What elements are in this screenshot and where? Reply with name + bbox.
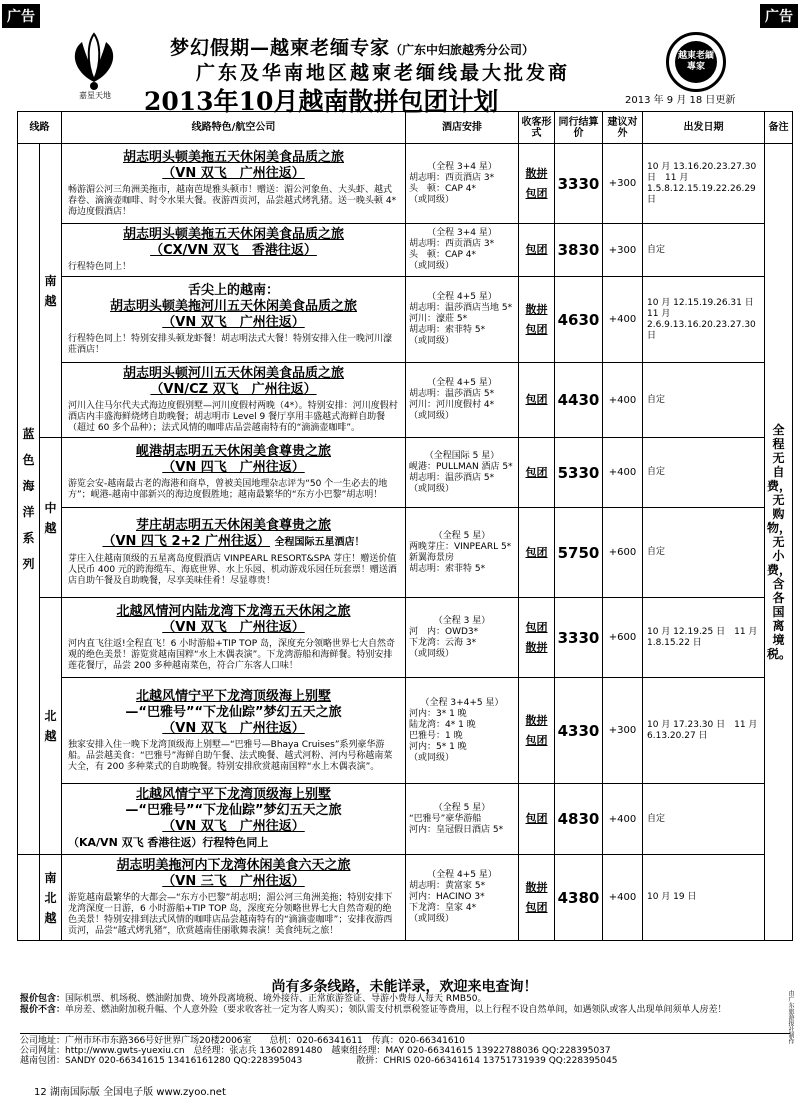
- type-cell: [519, 678, 555, 784]
- hotel-line: 胡志明：温莎酒店 5*: [409, 389, 495, 399]
- hotel-line: （或同级）: [409, 194, 455, 205]
- dates-cell: 自定: [643, 508, 765, 598]
- route-flight: [68, 315, 399, 331]
- route-title: [68, 444, 399, 460]
- hotel-line: （或同级）: [409, 336, 455, 346]
- excludes-label: 报价不含：: [20, 1005, 66, 1015]
- type-label: 包团: [525, 465, 548, 479]
- suggest-cell: +400: [603, 363, 643, 438]
- type-label: 散拼: [525, 640, 548, 654]
- hotel-line: “巴雅号”豪华游船: [409, 813, 482, 824]
- route-cell: [62, 855, 406, 941]
- type-cell: [519, 144, 555, 224]
- table-row: [18, 363, 793, 438]
- hotel-line: 下龙湾：皇家 4*: [409, 903, 477, 913]
- hotel-line: （或同级）: [409, 914, 455, 924]
- route-cell: [62, 224, 406, 277]
- dates-cell: 10 月 17.23.30 日 11 月 6.13.20.27 日: [643, 678, 765, 784]
- price-cell: 5750: [555, 508, 603, 598]
- route-flight: [68, 620, 399, 636]
- col-price: 同行结算价: [555, 112, 603, 144]
- hotel-cell: [406, 224, 519, 277]
- hotel-line: 河川：濠莊 5*: [409, 314, 468, 324]
- hotel-line: 河内：5* 1 晚: [409, 741, 467, 752]
- route-flight-note: 全程国际五星酒店！: [274, 537, 365, 548]
- route-cell: [62, 438, 406, 508]
- table-row: [18, 277, 793, 363]
- company-slogan: 广东及华南地区越柬老缅线最大批发商: [196, 62, 571, 84]
- includes-text: 国际机票、机场税、燃油附加费、境外段离境税、境外接待、正常旅游签证、导游小费每人每天 RMB50。: [65, 994, 487, 1004]
- table-row: [18, 784, 793, 855]
- hotel-line: 胡志明：西贡酒店 3*: [409, 172, 495, 183]
- route-title: [68, 366, 399, 382]
- type-label: 散拼: [525, 880, 548, 894]
- route-title-text: 岘港胡志明五天休闲美食尊贵之旅: [135, 444, 331, 459]
- col-line: 线路: [18, 112, 62, 144]
- suggest-cell: +400: [603, 277, 643, 363]
- company-sub: （广东中妇旅越秀分公司）: [390, 43, 535, 57]
- hotel-line: （或同级）: [409, 752, 455, 763]
- type-label: 散拼: [525, 713, 548, 727]
- type-label: 包团: [525, 900, 548, 914]
- hotel-line: 陆龙湾：4* 1 晚: [409, 719, 476, 730]
- hotel-line: 巴雅号：1 晚: [409, 730, 463, 741]
- route-title: [68, 787, 399, 803]
- type-cell: [519, 855, 555, 941]
- route-title: [68, 858, 399, 874]
- route-cell: [62, 784, 406, 855]
- route-desc: 行程特色同上！: [68, 262, 132, 272]
- hotel-cell: [406, 678, 519, 784]
- hotel-line: （全程 3 星）: [433, 615, 491, 626]
- excludes-line: [20, 1005, 790, 1016]
- route-flight: [68, 166, 399, 182]
- hotel-line: （全程 4+5 星）: [427, 378, 497, 388]
- hotel-line: （或同级）: [409, 411, 455, 421]
- hotel-line: 河内：3* 1 晚: [409, 708, 467, 719]
- price-cell: 3830: [555, 224, 603, 277]
- suggest-cell: +400: [603, 438, 643, 508]
- company-title: [170, 33, 534, 60]
- route-title-2: —“巴雅号”“下龙仙踪”梦幻五天之旅: [125, 704, 342, 720]
- hotel-line: 胡志明：索菲特 5*: [409, 325, 486, 335]
- route-flight-text: （VN 双飞 广州往返）: [162, 165, 305, 181]
- hotel-cell: [406, 855, 519, 941]
- hotel-cell: [406, 277, 519, 363]
- type-label: 包团: [525, 733, 548, 747]
- type-label: 包团: [525, 186, 548, 200]
- type-label: 散拼: [525, 302, 548, 316]
- route-flight-2: （KA/VN 双飞 香港往返）行程特色同上: [68, 836, 269, 849]
- route-title: [68, 604, 399, 620]
- table-row: [18, 438, 793, 508]
- dates-cell: 10 月 19 日: [643, 855, 765, 941]
- flower-logo-icon: [64, 32, 124, 94]
- hotel-line: 河 内：OWD3*: [409, 626, 479, 637]
- route-title: [68, 299, 399, 315]
- dates-cell: 10 月 12.19.25 日 11 月 1.8.15.22 日: [643, 598, 765, 678]
- type-cell: [519, 508, 555, 598]
- subregion-south: 南越: [40, 144, 62, 438]
- type-label: 包团: [525, 322, 548, 336]
- price-cell: 4380: [555, 855, 603, 941]
- table-header: [18, 112, 793, 144]
- hotel-cell: [406, 508, 519, 598]
- includes-label: 报价包含：: [20, 994, 66, 1004]
- route-title-2: —“巴雅号”“下龙仙踪”梦幻五天之旅: [125, 803, 342, 818]
- hotel-line: （全程 3+4+5 星）: [420, 697, 504, 708]
- type-cell: [519, 363, 555, 438]
- route-cell: [62, 363, 406, 438]
- col-note: 备注: [765, 112, 793, 144]
- hotel-line: （全程国际 5 星）: [424, 450, 500, 461]
- route-title-pre: 舌尖上的越南：: [187, 283, 279, 298]
- route-flight-text: （VN 双飞 广州往返）: [162, 315, 305, 330]
- suggest-cell: +300: [603, 224, 643, 277]
- route-flight-text: （VN 双飞 广州往返）: [162, 619, 305, 635]
- price-cell: 4330: [555, 678, 603, 784]
- suggest-cell: +300: [603, 144, 643, 224]
- route-title: [68, 689, 399, 705]
- contact-website: 公司网址：http://www.gwts-yuexiu.cn 总经理：张志兵 13602891480 越柬组经理：MAY 020-66341615 13922788036 QQ:228395037: [20, 1046, 611, 1056]
- type-label: 包团: [525, 393, 548, 406]
- type-cell: [519, 784, 555, 855]
- route-flight: [68, 382, 399, 398]
- dates-cell: 自定: [643, 438, 765, 508]
- suggest-cell: +400: [603, 784, 643, 855]
- route-title-text: 胡志明头顿河川五天休闲美食品质之旅: [122, 366, 344, 381]
- hotel-line: 胡志明：温莎酒店当地 5*: [409, 303, 513, 313]
- ad-label-left: 广告: [2, 4, 40, 28]
- route-desc: 独家安排入住一晚下龙湾顶级海上别墅—“巴雅号—Bhaya Cruises”系列豪华游船。品尝越美食：“巴雅号”海鲜自助午餐、法式晚餐、越式河粉、河内号称越南菜大全，有 200 多种菜式的自助晚餐。特别安排欣赏越南国粹“水上木偶表演”。: [68, 739, 393, 772]
- hotel-line: 河内：HACINO 3*: [409, 892, 485, 902]
- suggest-cell: +400: [603, 855, 643, 941]
- hotel-line: （全程 3+4 星）: [427, 161, 497, 172]
- table-row: [18, 224, 793, 277]
- route-flight-text: （VN 四飞 2+2 广州往返）: [102, 534, 270, 549]
- col-hotel: 酒店安排: [406, 112, 519, 144]
- contact-block: [20, 1033, 790, 1066]
- remark-cell: 全程无自费，无购物，无小费，含各国离境税。: [765, 144, 793, 941]
- route-title-text: 芽庄胡志明五天休闲美食尊贵之旅: [135, 518, 331, 533]
- subregion-central: 中越: [40, 438, 62, 598]
- route-cell: [62, 144, 406, 224]
- contact-address: 公司地址：广州市环市东路366号好世界广场20楼2006室 总机：020-66341611 传真：020-66341610: [20, 1036, 466, 1046]
- route-title-text: 胡志明头顿美拖五天休闲美食品质之旅: [122, 227, 344, 242]
- route-flight: [68, 460, 399, 476]
- hotel-line: 下龙湾：云海 3*: [409, 637, 477, 648]
- type-label: 包团: [525, 545, 548, 559]
- dates-cell: 自定: [643, 224, 765, 277]
- table-row: [18, 678, 793, 784]
- price-cell: 3330: [555, 144, 603, 224]
- route-desc: 畅游湄公河三角洲美拖市，越南芭堤雅头顿市！赠送：湄公河象鱼、大头虾、越式春卷、滴滴壶咖啡、时令水果大餐。夜游西贡河，品尝越式烤乳猪。送一晚头顿 4*海边度假酒店！: [68, 184, 397, 217]
- dates-cell: 10 月 13.16.20.23.27.30 日 11 月 1.5.8.12.15.19.22.26.29 日: [643, 144, 765, 224]
- route-flight-text: （VN 四飞 广州往返）: [162, 460, 305, 475]
- dates-cell: 10 月 12.15.19.26.31 日 11 月 2.6.9.13.16.20.23.27.30 日: [643, 277, 765, 363]
- hotel-line: （或同级）: [409, 483, 455, 494]
- hotel-cell: [406, 598, 519, 678]
- route-flight: [68, 721, 399, 737]
- type-label: 包团: [525, 620, 548, 634]
- hotel-line: 胡志明：黄富家 5*: [409, 881, 486, 891]
- col-suggest: 建议对外: [603, 112, 643, 144]
- type-cell: [519, 598, 555, 678]
- route-title-text: 北越风情宁平下龙湾顶级海上别墅: [135, 688, 331, 704]
- dates-cell: 自定: [643, 363, 765, 438]
- updated-date: 2013 年 9 月 18 日更新: [625, 95, 736, 106]
- route-desc: 芽庄入住越南顶级的五星离岛度假酒店 VINPEARL RESORT&SPA 芽庄！赠送价值人民币 400 元的跨海缆车、海底世界、水上乐园、机动游戏乐园任玩套票！赠送酒店自助午餐及自助晚餐，尽享美味佳肴！尽显尊贵！: [68, 554, 397, 586]
- price-notes: [20, 994, 790, 1016]
- suggest-cell: +300: [603, 678, 643, 784]
- seal-text: 越東老緬專家: [675, 41, 717, 83]
- route-desc: 河川入住马尔代夫式海边度假别墅—河川度假村两晚（4*）。特别安排：河川度假村酒店内丰盛海鲜烧烤自助晚餐；胡志明市 Level 9 餐厅享用丰盛越式海鲜自助餐（超过 60 多个品种）；法式风情的咖啡店品尝越南特有的“滴滴壶咖啡”。: [68, 401, 398, 433]
- route-flight: [68, 534, 399, 551]
- contact-south: 越南包团：SANDY 020-66341615 13416161280 QQ:228395043 散拼：CHRIS 020-66341614 13751731939 QQ:228395045: [20, 1056, 618, 1066]
- table-body: [18, 144, 793, 941]
- route-title-text: 胡志明美拖河内下龙湾休闲美食六天之旅: [116, 858, 351, 873]
- side-credit: 由广东旅游报社制作: [787, 990, 794, 1044]
- col-route: 线路特色/航空公司: [62, 112, 406, 144]
- route-cell: [62, 598, 406, 678]
- hotel-cell: [406, 144, 519, 224]
- hotel-line: 头 顿：CAP 4*: [409, 183, 476, 194]
- table-row: [18, 144, 793, 224]
- route-title: [68, 227, 399, 243]
- route-title-text: 胡志明头顿美拖五天休闲美食品质之旅: [122, 149, 344, 165]
- excludes-text: 单房差、燃油附加税升幅、个人意外险（要求收客社一定为客人购买）；领队需支付机票税签证等费用，以上行程不设自然单间，如遇领队或客人出现单间须单人房差！: [65, 1005, 727, 1015]
- company-name: 梦幻假期—越柬老缅专家: [170, 37, 391, 59]
- type-label: 散拼: [525, 166, 548, 180]
- route-desc: 行程特色同上！特别安排头顿龙虾餐！胡志明法式大餐！特别安排入住一晚河川濠莊酒店！: [68, 334, 393, 355]
- hotel-line: 河川：河川度假村 4*: [409, 400, 495, 410]
- hotel-line: （全程 4+5 星）: [427, 292, 497, 302]
- type-label: 包团: [525, 243, 548, 256]
- route-flight: [68, 819, 399, 835]
- route-flight: [68, 243, 399, 259]
- col-type: 收客形式: [519, 112, 555, 144]
- route-flight-text: （CX/VN 双飞 香港往返）: [150, 243, 317, 258]
- route-flight-text: （VN/CZ 双飞 广州往返）: [150, 382, 317, 397]
- hotel-line: （全程 3+4 星）: [427, 228, 497, 238]
- subregion-southnorth: 南北越: [40, 855, 62, 941]
- hotel-line: 岘港：PULLMAN 酒店 5*: [409, 461, 513, 472]
- col-dates: 出发日期: [643, 112, 765, 144]
- type-cell: [519, 438, 555, 508]
- ad-label-right: 广告: [760, 4, 798, 28]
- hotel-cell: [406, 784, 519, 855]
- hotel-line: （全程 5 星）: [433, 802, 491, 813]
- logo-caption: 嘉星天地: [79, 91, 111, 100]
- route-title: [68, 150, 399, 166]
- more-routes-notice: 尚有多条线路，未能详录，欢迎来电查询！: [271, 979, 538, 995]
- route-desc: 河内直飞往返!全程直飞！6 小时游船+TIP TOP 岛，深度充分领略世界七大自然奇观的绝色美景！游览赏越南国粹“水上木偶表演”。下龙湾游船和海鲜餐。特别安排莲花餐厅，品尝 200 多种越南菜色，符合广东客人口味！: [68, 638, 396, 671]
- route-flight-text: （VN 双飞 广州往返）: [162, 819, 305, 834]
- hotel-cell: [406, 363, 519, 438]
- hotel-line: 胡志明：索菲特 5*: [409, 563, 486, 574]
- route-flight: [68, 874, 399, 890]
- price-cell: 4830: [555, 784, 603, 855]
- price-cell: 4430: [555, 363, 603, 438]
- hotel-line: （或同级）: [409, 261, 455, 271]
- dates-cell: 自定: [643, 784, 765, 855]
- includes-line: [20, 994, 790, 1005]
- hotel-cell: [406, 438, 519, 508]
- suggest-cell: +600: [603, 598, 643, 678]
- hotel-line: （全程 5 星）: [433, 530, 491, 541]
- hotel-line: 两晚芽庄：VINPEARL 5*新翼海景房: [409, 541, 512, 563]
- page-title: 2013年10月越南散拼包团计划: [144, 87, 499, 116]
- price-cell: 3330: [555, 598, 603, 678]
- table-row: [18, 855, 793, 941]
- region-cell-empty: [18, 855, 40, 941]
- route-cell: [62, 277, 406, 363]
- subregion-north: 北越: [40, 598, 62, 855]
- hotel-line: 河内：皇冠假日酒店 5*: [409, 824, 504, 835]
- suggest-cell: +600: [603, 508, 643, 598]
- route-desc: 游览越南最繁华的大都会—“东方小巴黎”胡志明；湄公河三角洲美拖；特别安排下龙湾深度一日游，6 小时游船+TIP TOP 岛，深度充分领略世界七大自然奇观的绝色美景！特别安排到法式风情的咖啡店品尝越南特有的“滴滴壶咖啡”；安排夜游西贡河，品尝“越式烤乳猪”，欣赏越南佳丽歌舞表演！美食纯玩之旅！: [68, 893, 393, 936]
- price-cell: 4630: [555, 277, 603, 363]
- route-title-text: 北越风情河内陆龙湾下龙湾五天休闲之旅: [116, 603, 351, 619]
- table-row: [18, 598, 793, 678]
- hotel-line: 胡志明：温莎酒店 5*: [409, 472, 495, 483]
- table-row: [18, 508, 793, 598]
- route-title-text: 北越风情宁平下龙湾顶级海上别墅: [135, 787, 331, 802]
- region-cell: 蓝色海洋系列: [18, 144, 40, 855]
- route-title: [68, 518, 399, 534]
- type-cell: [519, 277, 555, 363]
- tour-table: [17, 111, 793, 941]
- hotel-line: （全程 4+5 星）: [427, 870, 497, 880]
- route-flight-text: （VN 三飞 广州往返）: [162, 874, 305, 889]
- page-footer: 12 湖南国际版 全国电子版 www.zyoo.net: [34, 1087, 226, 1098]
- route-flight-text: （VN 双飞 广州往返）: [162, 720, 305, 736]
- route-cell: [62, 508, 406, 598]
- route-cell: [62, 678, 406, 784]
- price-cell: 5330: [555, 438, 603, 508]
- seal-logo: [666, 32, 726, 92]
- route-title-text: 胡志明头顿美拖河川五天休闲美食品质之旅: [109, 299, 357, 314]
- hotel-line: 头 顿：CAP 4*: [409, 250, 476, 260]
- route-desc: 游览会安-越南最古老的海港和商阜，曾被美国地理杂志评为“50 个一生必去的地方”；岘港-越南中部新兴的海边度假胜地；越南最繁华的“东方小巴黎”胡志明！: [68, 479, 388, 500]
- hotel-line: 胡志明：西贡酒店 3*: [409, 239, 495, 249]
- type-cell: [519, 224, 555, 277]
- type-label: 包团: [525, 812, 548, 825]
- hotel-line: （或同级）: [409, 648, 455, 659]
- header: [0, 0, 800, 116]
